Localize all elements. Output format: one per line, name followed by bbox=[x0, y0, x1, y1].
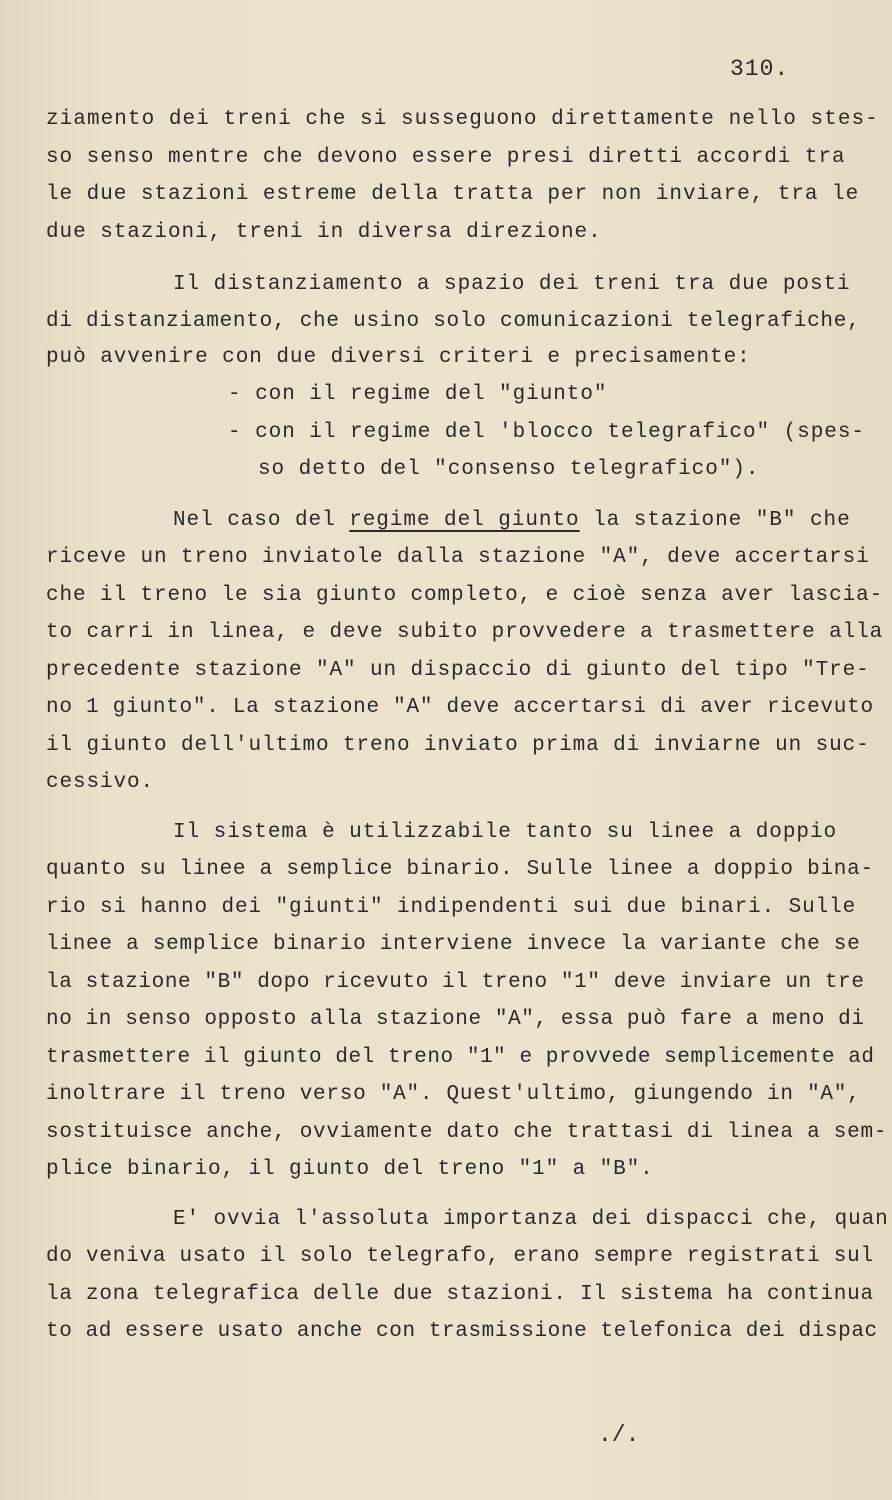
text-line: quanto su linee a semplice binario. Sulle linee a doppio bina- bbox=[46, 858, 874, 881]
text-line: no 1 giunto". La stazione "A" deve accertarsi di aver ricevuto bbox=[46, 696, 874, 719]
text-line: di distanziamento, che usino solo comunicazioni telegrafiche, bbox=[46, 310, 861, 333]
text-line: Il distanziamento a spazio dei treni tra due posti bbox=[173, 273, 851, 296]
text-line: inoltrare il treno verso "A". Quest'ultimo, giungendo in "A", bbox=[46, 1083, 861, 1106]
text-line: che il treno le sia giunto completo, e cioè senza aver lascia- bbox=[46, 584, 884, 607]
text-line: ziamento dei treni che si susseguono direttamente nello stes- bbox=[46, 108, 879, 131]
text-line: la zona telegrafica delle due stazioni. Il sistema ha continua bbox=[46, 1283, 874, 1306]
text-line: precedente stazione "A" un dispaccio di giunto del tipo "Tre- bbox=[46, 659, 870, 682]
page-number: 310. bbox=[730, 56, 790, 82]
text-line: no in senso opposto alla stazione "A", essa può fare a meno di bbox=[46, 1008, 865, 1031]
text-line: linee a semplice binario interviene invece la variante che se bbox=[46, 933, 861, 956]
text-line: sostituisce anche, ovviamente dato che trattasi di linea a sem- bbox=[46, 1121, 888, 1144]
text-line: plice binario, il giunto del treno "1" a "B". bbox=[46, 1158, 654, 1181]
text-line: la stazione "B" dopo ricevuto il treno "1" deve inviare un tre bbox=[46, 971, 865, 994]
continuation-mark: ./. bbox=[598, 1422, 640, 1448]
text-line: può avvenire con due diversi criteri e precisamente: bbox=[46, 346, 751, 369]
text-line: due stazioni, treni in diversa direzione. bbox=[46, 221, 602, 244]
text-line: - con il regime del "giunto" bbox=[228, 383, 608, 406]
text-line: so senso mentre che devono essere presi diretti accordi tra bbox=[46, 146, 846, 169]
text-line: Il sistema è utilizzabile tanto su linee a doppio bbox=[173, 821, 838, 844]
text-line: so detto del "consenso telegrafico"). bbox=[258, 458, 760, 481]
text-line: to carri in linea, e deve subito provvedere a trasmettere alla bbox=[46, 621, 884, 644]
text-line: riceve un treno inviatole dalla stazione "A", deve accertarsi bbox=[46, 546, 870, 569]
text-line: to ad essere usato anche con trasmissione telefonica dei dispac bbox=[46, 1320, 878, 1343]
text-segment: Nel caso del bbox=[173, 509, 350, 532]
text-line: trasmettere il giunto del treno "1" e provvede semplicemente ad bbox=[46, 1046, 875, 1069]
text-line: il giunto dell'ultimo treno inviato prima di inviarne un suc- bbox=[46, 734, 870, 757]
text-segment: la stazione "B" che bbox=[579, 509, 851, 532]
text-line: E' ovvia l'assoluta importanza dei dispacci che, quan bbox=[173, 1208, 889, 1231]
text-line: do veniva usato il solo telegrafo, erano sempre registrati sul bbox=[46, 1245, 874, 1268]
underlined-term: regime del giunto bbox=[349, 509, 580, 532]
text-line: rio si hanno dei "giunti" indipendenti sui due binari. Sulle bbox=[46, 896, 857, 919]
text-line: - con il regime del 'blocco telegrafico" (spes- bbox=[228, 421, 865, 444]
text-line bbox=[173, 509, 851, 532]
text-line: cessivo. bbox=[46, 771, 155, 794]
text-line: le due stazioni estreme della tratta per non inviare, tra le bbox=[46, 183, 860, 206]
